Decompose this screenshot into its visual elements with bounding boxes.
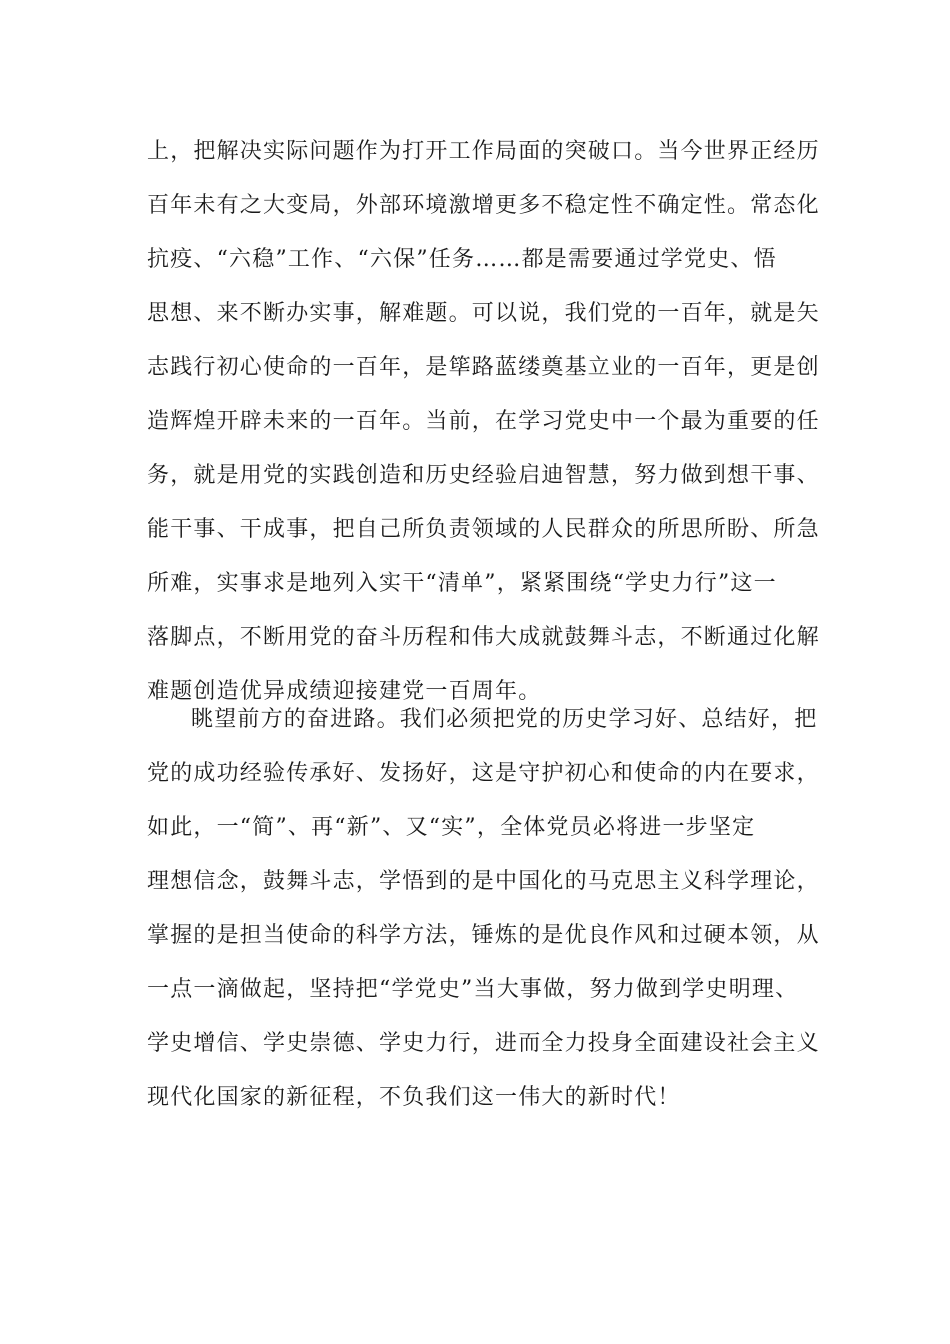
paragraph-line: 掌握的是担当使命的科学方法，锤炼的是优良作风和过硬本领，从 xyxy=(147,923,820,948)
paragraph-line: 党的成功经验传承好、发扬好，这是守护初心和使命的内在要求， xyxy=(147,761,820,786)
paragraph-line: 抗疫、“六稳”工作、“六保”任务……都是需要通过学党史、悟 xyxy=(147,247,777,272)
paragraph-line: 难题创造优异成绩迎接建党一百周年。 xyxy=(147,679,542,704)
paragraph-line: 思想、来不断办实事，解难题。可以说，我们党的一百年，就是矢 xyxy=(147,301,820,326)
paragraph-line: 所难，实事求是地列入实干“清单”，紧紧围绕“学史力行”这一 xyxy=(147,571,777,596)
paragraph-line: 如此，一“简”、再“新”、又“实”，全体党员必将进一步坚定 xyxy=(147,815,756,840)
paragraph-1 xyxy=(147,125,820,719)
paragraph-line: 造辉煌开辟未来的一百年。当前，在学习党史中一个最为重要的任 xyxy=(147,409,820,434)
paragraph-line: 落脚点，不断用党的奋斗历程和伟大成就鼓舞斗志，不断通过化解 xyxy=(147,625,820,650)
paragraph-line: 上，把解决实际问题作为打开工作局面的突破口。当今世界正经历 xyxy=(147,139,820,164)
paragraph-line: 一点一滴做起，坚持把“学党史”当大事做，努力做到学史明理、 xyxy=(147,977,799,1002)
paragraph-line: 理想信念，鼓舞斗志，学悟到的是中国化的马克思主义科学理论， xyxy=(147,869,820,894)
paragraph-2 xyxy=(147,693,820,1125)
paragraph-line: 务，就是用党的实践创造和历史经验启迪智慧，努力做到想干事、 xyxy=(147,463,820,488)
paragraph-line: 眺望前方的奋进路。我们必须把党的历史学习好、总结好，把 xyxy=(191,707,818,732)
paragraph-line: 学史增信、学史崇德、学史力行，进而全力投身全面建设社会主义 xyxy=(147,1031,820,1056)
paragraph-line: 志践行初心使命的一百年，是筚路蓝缕奠基立业的一百年，更是创 xyxy=(147,355,820,380)
paragraph-line: 能干事、干成事，把自己所负责领域的人民群众的所思所盼、所急 xyxy=(147,517,820,542)
paragraph-line: 现代化国家的新征程，不负我们这一伟大的新时代！ xyxy=(147,1085,681,1110)
paragraph-line: 百年未有之大变局，外部环境激增更多不稳定性不确定性。常态化 xyxy=(147,193,820,218)
